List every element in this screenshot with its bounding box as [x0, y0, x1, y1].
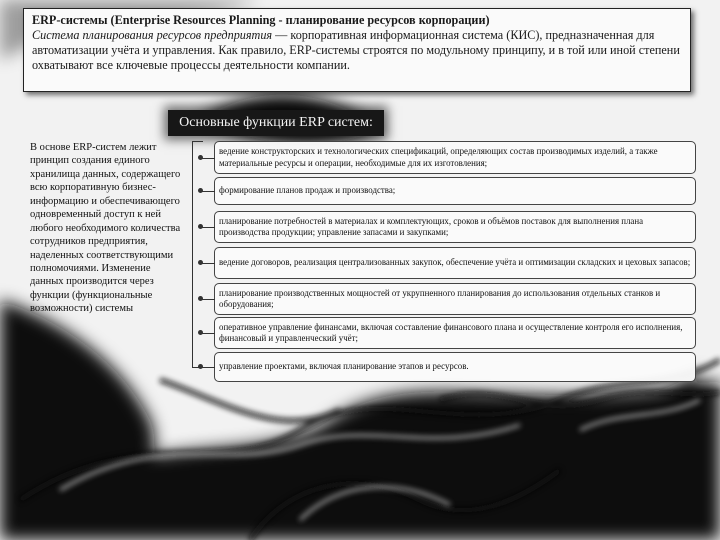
function-text: ведение договоров, реализация централизованных закупок, обеспечение учёта и оптимизации складских и цеховых запасов; [219, 257, 691, 268]
function-text: оперативное управление финансами, включая составление финансового плана и осуществление контроля его исполнения, финансовый и управленческий учёт; [219, 321, 683, 343]
connector-line [201, 333, 215, 334]
function-item-capacity-planning [214, 283, 696, 315]
function-item-specifications [214, 141, 696, 174]
connector-line [201, 367, 215, 368]
function-item-materials-planning [214, 211, 696, 243]
function-text: ведение конструкторских и технологических спецификаций, определяющих состав производимых изделий, а также материальные ресурсы и операции, необходимые для их изготовления; [219, 146, 658, 168]
definition-term: Система планирования ресурсов предприятия [32, 27, 273, 42]
function-item-sales-planning [214, 177, 696, 205]
connector-line [201, 299, 215, 300]
connector-line [201, 191, 215, 192]
function-list [200, 0, 700, 540]
function-text: управление проектами, включая планирование этапов и ресурсов. [219, 361, 469, 372]
function-item-project-management [214, 352, 696, 382]
function-item-finance-management [214, 317, 696, 349]
connector-line [201, 263, 215, 264]
function-item-contracts-purchasing [214, 247, 696, 279]
connector-line [201, 158, 215, 159]
definition-text: — корпоративная информационная система (КИС), предназначенная для автоматизации учёта и управления. Как правило, ERP-системы строятся по модульному принципу, и в той или иной степени охватывают все ключевые процессы деятельности компании. [32, 27, 680, 72]
function-text: формирование планов продаж и производства; [219, 185, 396, 196]
connector-line [201, 227, 215, 228]
functions-banner: Основные функции ERP систем: [168, 110, 384, 136]
erp-title: ERP-системы (Enterprise Resources Planning - планирование ресурсов корпорации) [32, 13, 490, 27]
function-text: планирование потребностей в материалах и комплектующих, сроков и объёмов поставок для выполнения плана производства продукции; управление запасами и закупками; [219, 215, 644, 237]
function-text: планирование производственных мощностей от укрупненного планирования до использования отдельных станков и оборудования; [219, 287, 661, 309]
erp-principle-text: В основе ERP-систем лежит принцип создания единого хранилища данных, содержащего всю корпоративную бизнес-информацию и обеспечивающего одновременный доступ к ней любого необходимого количества сотрудников предприятия, наделенных соответствующими полномочиями. Изменение данных производится через функции (функциональные возможности) системы [30, 142, 181, 315]
